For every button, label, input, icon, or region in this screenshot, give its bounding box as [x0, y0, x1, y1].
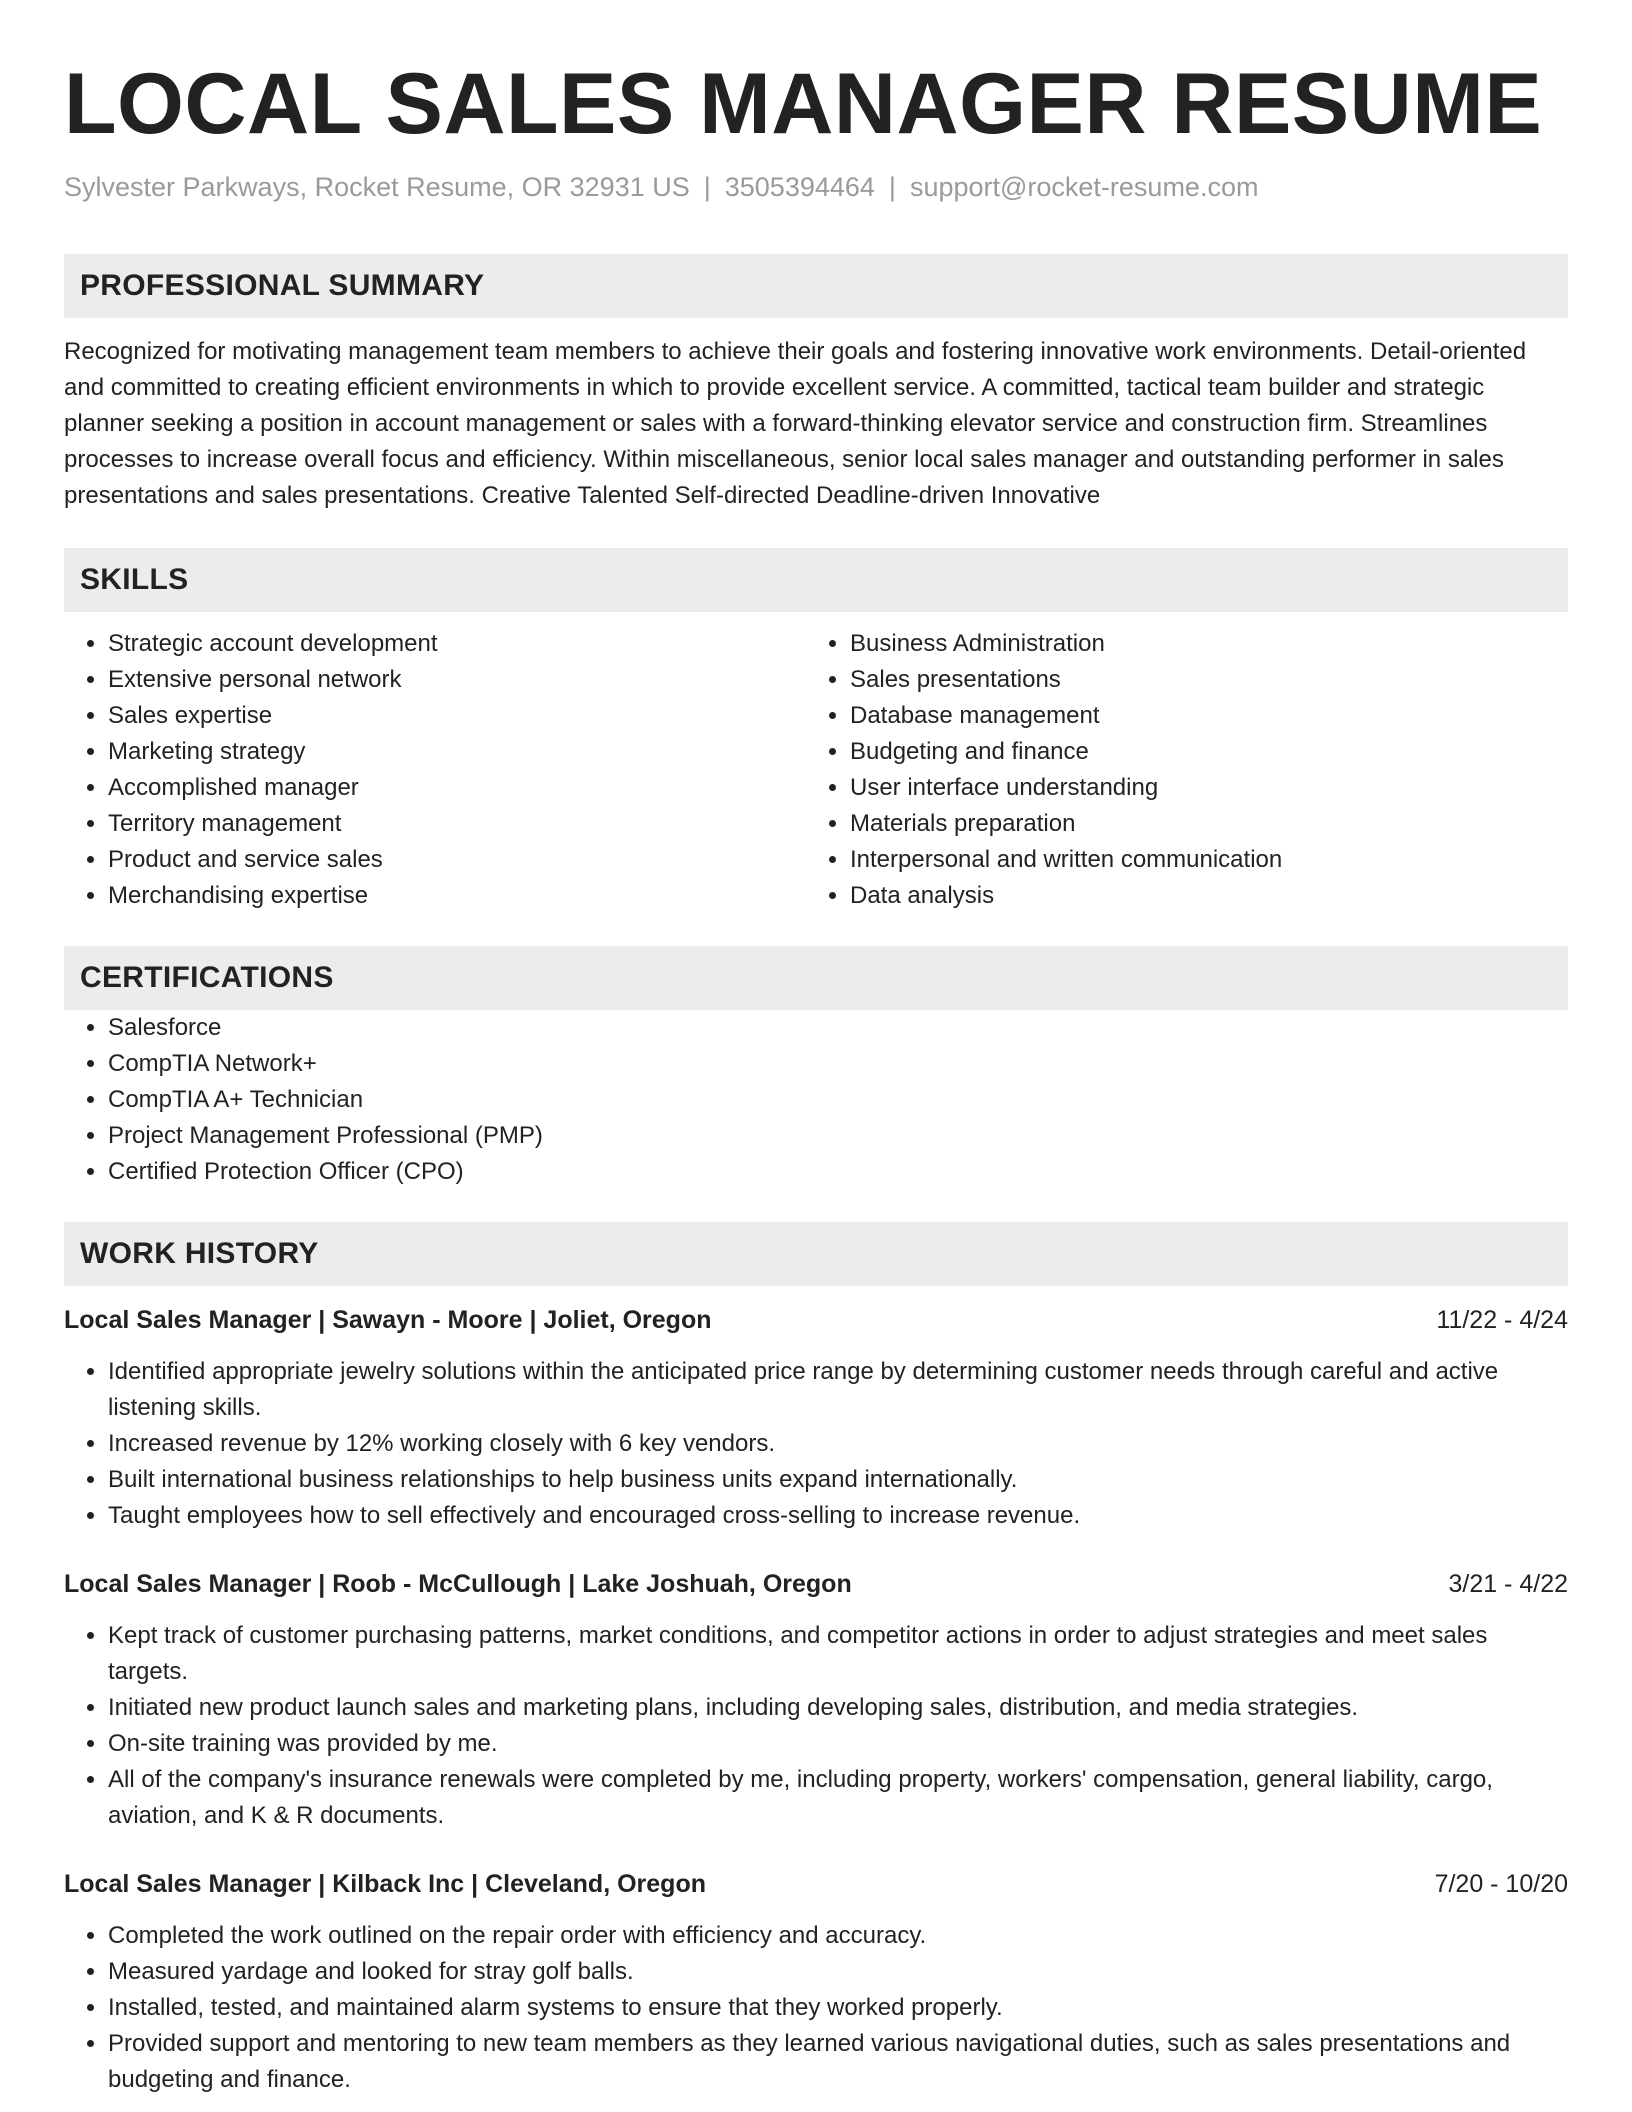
certifications-list: [64, 1010, 1568, 1190]
job-entry: [64, 1566, 1568, 1834]
section-header-certifications: [64, 946, 1568, 1010]
job-title: Local Sales Manager | Sawayn - Moore | Joliet, Oregon: [64, 1306, 712, 1334]
skills-list-left: [64, 626, 806, 914]
certification-item: • CompTIA A+ Technician: [108, 1082, 1568, 1118]
skills-column-left: [64, 626, 806, 914]
certification-item: • Salesforce: [108, 1010, 1568, 1046]
job-header: [64, 1302, 1568, 1338]
job-bullet: • Built international business relationships to help business units expand internationally.: [108, 1462, 1568, 1498]
job-title: Local Sales Manager | Kilback Inc | Cleveland, Oregon: [64, 1870, 706, 1898]
skill-item: • Database management: [850, 698, 1548, 734]
section-heading: SKILLS: [80, 563, 189, 596]
job-bullet: • Identified appropriate jewelry solutions within the anticipated price range by determining customer needs through careful and active listening skills.: [108, 1354, 1568, 1426]
job-bullets: [64, 1618, 1568, 1834]
skill-item: • Accomplished manager: [108, 770, 806, 806]
job-header: [64, 1866, 1568, 1902]
skill-item: • Strategic account development: [108, 626, 806, 662]
job-bullet: • Kept track of customer purchasing patterns, market conditions, and competitor actions in order to adjust strategies and meet sales targets.: [108, 1618, 1568, 1690]
skill-item: • Marketing strategy: [108, 734, 806, 770]
job-entry: [64, 1866, 1568, 2098]
skill-item: • Business Administration: [850, 626, 1548, 662]
skill-item: • Budgeting and finance: [850, 734, 1548, 770]
contact-separator: |: [888, 172, 896, 202]
contact-address: Sylvester Parkways, Rocket Resume, OR 32931 US: [64, 172, 690, 202]
skill-item: • User interface understanding: [850, 770, 1548, 806]
job-bullet: • All of the company's insurance renewals were completed by me, including property, workers' compensation, general liability, cargo, aviation, and K & R documents.: [108, 1762, 1568, 1834]
certification-item: • Project Management Professional (PMP): [108, 1118, 1568, 1154]
section-header-summary: [64, 254, 1568, 318]
contact-email: support@rocket-resume.com: [909, 172, 1259, 202]
summary-text: Recognized for motivating management team members to achieve their goals and fostering innovative work environments. Detail-oriented and committed to creating efficient environments in which to provide excellent service. A committed, tactical team builder and strategic planner seeking a position in account management or sales with a forward-thinking elevator service and construction firm. Streamlines processes to increase overall focus and efficiency. Within miscellaneous, senior local sales manager and outstanding performer in sales presentations and sales presentations. Creative Talented Self-directed Deadline-driven Innovative: [64, 338, 1527, 509]
resume-title: LOCAL SALES MANAGER RESUME: [64, 56, 1543, 152]
skills-column-right: [806, 626, 1548, 914]
job-entry: [64, 1302, 1568, 1534]
job-bullet: • Initiated new product launch sales and marketing plans, including developing sales, distribution, and media strategies.: [108, 1690, 1568, 1726]
job-bullets: [64, 1354, 1568, 1534]
job-bullet: • Taught employees how to sell effectively and encouraged cross-selling to increase revenue.: [108, 1498, 1568, 1534]
job-title: Local Sales Manager | Roob - McCullough | Lake Joshuah, Oregon: [64, 1570, 852, 1598]
job-bullets: [64, 1918, 1568, 2098]
job-bullet: • Installed, tested, and maintained alarm systems to ensure that they worked properly.: [108, 1990, 1568, 2026]
certification-item: • Certified Protection Officer (CPO): [108, 1154, 1568, 1190]
skills-list-right: [806, 626, 1548, 914]
skill-item: • Extensive personal network: [108, 662, 806, 698]
skill-item: • Data analysis: [850, 878, 1548, 914]
job-bullet: • Increased revenue by 12% working closely with 6 key vendors.: [108, 1426, 1568, 1462]
section-heading: CERTIFICATIONS: [80, 961, 334, 994]
section-header-work-history: [64, 1222, 1568, 1286]
section-header-skills: [64, 548, 1568, 612]
job-bullet: • Completed the work outlined on the repair order with efficiency and accuracy.: [108, 1918, 1568, 1954]
job-header: [64, 1566, 1568, 1602]
skill-item: • Product and service sales: [108, 842, 806, 878]
skill-item: • Materials preparation: [850, 806, 1548, 842]
skill-item: • Interpersonal and written communication: [850, 842, 1548, 878]
contact-phone: 3505394464: [724, 172, 875, 202]
section-heading: WORK HISTORY: [80, 1237, 319, 1270]
job-dates: 3/21 - 4/22: [1448, 1570, 1568, 1598]
skill-item: • Sales presentations: [850, 662, 1548, 698]
job-bullet: • Provided support and mentoring to new team members as they learned various navigational duties, such as sales presentations and budgeting and finance.: [108, 2026, 1568, 2098]
contact-line: [64, 170, 1568, 204]
job-bullet: • On-site training was provided by me.: [108, 1726, 1568, 1762]
section-heading: PROFESSIONAL SUMMARY: [80, 269, 485, 302]
skill-item: • Merchandising expertise: [108, 878, 806, 914]
certification-item: • CompTIA Network+: [108, 1046, 1568, 1082]
skill-item: • Sales expertise: [108, 698, 806, 734]
job-dates: 11/22 - 4/24: [1436, 1306, 1568, 1334]
job-dates: 7/20 - 10/20: [1434, 1870, 1568, 1898]
contact-separator: |: [703, 172, 711, 202]
skills-grid: [64, 626, 1568, 914]
skill-item: • Territory management: [108, 806, 806, 842]
job-bullet: • Measured yardage and looked for stray golf balls.: [108, 1954, 1568, 1990]
